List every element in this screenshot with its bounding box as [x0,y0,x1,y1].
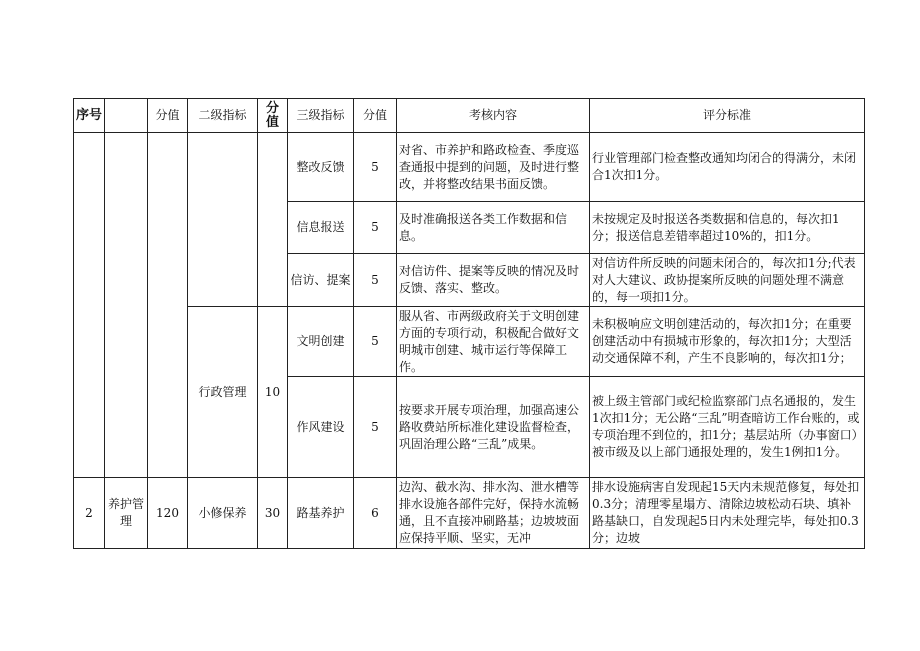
level1-cell: 养护管理 [105,478,148,549]
level1-cell-empty [105,133,148,478]
content-cell: 及时准确报送各类工作数据和信息。 [397,202,590,254]
score3-cell: 5 [354,377,397,478]
level3-cell: 信息报送 [288,202,354,254]
header-criteria: 评分标准 [590,99,865,133]
level3-cell: 文明创建 [288,307,354,377]
level3-cell: 作风建设 [288,377,354,478]
seq-cell: 2 [74,478,105,549]
header-level2: 二级指标 [188,99,258,133]
score2-cell: 30 [258,478,288,549]
header-seq: 序号 [74,99,105,133]
score3-cell: 5 [354,202,397,254]
score3-cell: 5 [354,133,397,202]
header-level3: 三级指标 [288,99,354,133]
content-cell: 对信访件、提案等反映的情况及时反馈、落实、整改。 [397,254,590,307]
criteria-cell: 排水设施病害自发现起15天内未规范修复，每处扣0.3分；清理零星塌方、清除边坡松动石块、填补路基缺口，自发现起5日内未处理完毕，每处扣0.3分；边坡 [590,478,865,549]
table-row [74,307,865,377]
score2-cell: 10 [258,307,288,478]
criteria-cell: 未按规定及时报送各类数据和信息的，每次扣1分；报送信息差错率超过10%的，扣1分。 [590,202,865,254]
level2-cell: 小修保养 [188,478,258,549]
score3-cell: 5 [354,254,397,307]
header-score-1: 分值 [148,99,188,133]
seq-cell-empty [74,133,105,478]
header-blank [105,99,148,133]
table-row [74,478,865,549]
level2-cell: 行政管理 [188,307,258,478]
score3-cell: 5 [354,307,397,377]
level3-cell: 信访、提案 [288,254,354,307]
level3-cell: 整改反馈 [288,133,354,202]
assessment-table [73,98,865,549]
criteria-cell: 行业管理部门检查整改通知均闭合的得满分，未闭合1次扣1分。 [590,133,865,202]
score2-cell-empty [258,133,288,307]
header-content: 考核内容 [397,99,590,133]
criteria-cell: 被上级主管部门或纪检监察部门点名通报的，发生1次扣1分；无公路“三乱”明查暗访工作台账的，或专项治理不到位的，扣1分；基层站所（办事窗口）被市级及以上部门通报处理的，发生1例扣1分。 [590,377,865,478]
content-cell: 边沟、截水沟、排水沟、泄水槽等排水设施各部件完好，保持水流畅通，且不直接冲刷路基；边坡坡面应保持平顺、坚实，无冲 [397,478,590,549]
content-cell: 服从省、市两级政府关于文明创建方面的专项行动，积极配合做好文明城市创建、城市运行等保障工作。 [397,307,590,377]
header-score-2: 分值 [258,99,288,133]
header-score-3: 分值 [354,99,397,133]
score3-cell: 6 [354,478,397,549]
criteria-cell: 对信访件所反映的问题未闭合的，每次扣1分;代表对人大建议、政协提案所反映的问题处理不满意的，每一项扣1分。 [590,254,865,307]
level2-cell-empty [188,133,258,307]
score1-cell-empty [148,133,188,478]
content-cell: 对省、市养护和路政检查、季度巡查通报中提到的问题，及时进行整改，并将整改结果书面反馈。 [397,133,590,202]
table-header-row [74,99,865,133]
table-row [74,133,865,202]
level3-cell: 路基养护 [288,478,354,549]
score1-cell: 120 [148,478,188,549]
criteria-cell: 未积极响应文明创建活动的，每次扣1分；在重要创建活动中有损城市形象的，每次扣1分；大型活动交通保障不利，产生不良影响的，每次扣1分； [590,307,865,377]
content-cell: 按要求开展专项治理，加强高速公路收费站所标准化建设监督检查，巩固治理公路“三乱”成果。 [397,377,590,478]
